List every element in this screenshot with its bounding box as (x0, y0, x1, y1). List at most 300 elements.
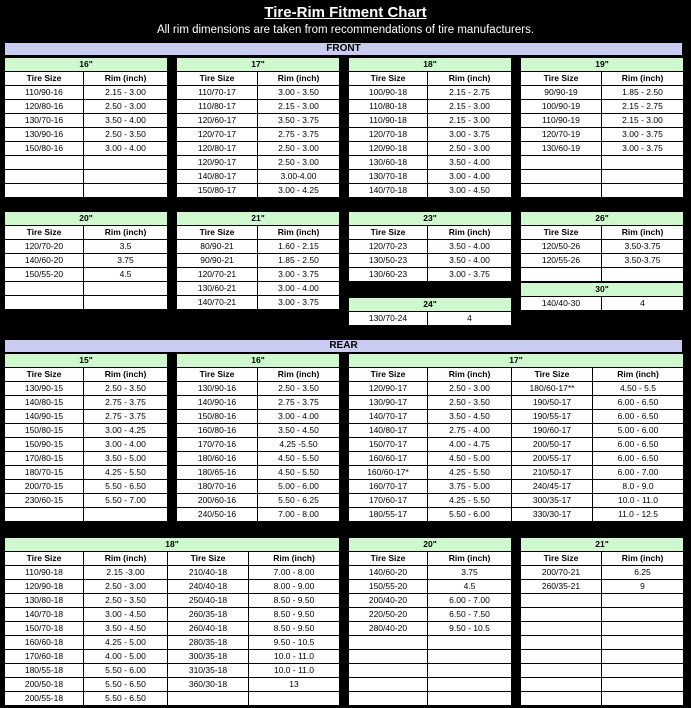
size-table-rear-16 (176, 353, 340, 522)
group-label: 19" (521, 58, 684, 72)
tire-size-cell: 150/80-16 (177, 410, 258, 424)
tire-size-cell: 120/50-26 (521, 240, 602, 254)
table-row (5, 678, 340, 692)
tire-size-cell: 240/50-16 (177, 508, 258, 522)
tire-size-cell: 130/60-21 (177, 282, 258, 296)
tire-size-cell: 130/60-18 (349, 156, 428, 170)
size-table-rear-21 (520, 537, 684, 706)
rim-width-cell: 6.00 - 6.50 (593, 396, 684, 410)
tire-size-header: Tire Size (521, 226, 602, 240)
table-row (5, 466, 168, 480)
table-row (349, 240, 512, 254)
table-row (5, 594, 340, 608)
rim-header: Rim (inch) (84, 72, 168, 86)
rim-width-cell (249, 692, 340, 706)
rim-width-cell: 10.0 - 11.0 (249, 664, 340, 678)
tire-size-cell: 160/80-16 (177, 424, 258, 438)
rim-width-cell (602, 664, 684, 678)
rim-width-cell: 4.50 - 5.5 (593, 382, 684, 396)
group-label: 23" (349, 212, 512, 226)
table-row (349, 410, 684, 424)
rim-header: Rim (inch) (428, 552, 512, 566)
table-row (349, 650, 512, 664)
rim-width-cell (602, 608, 684, 622)
table-row (349, 424, 684, 438)
rim-width-cell: 3.5 (84, 240, 168, 254)
table-row (5, 566, 340, 580)
rim-width-cell: 11.0 - 12.5 (593, 508, 684, 522)
rim-width-cell: 4.00 - 4.75 (428, 438, 512, 452)
group-label: 26" (521, 212, 684, 226)
tire-size-cell (521, 622, 602, 636)
rim-width-cell: 5.50 - 6.50 (84, 692, 168, 706)
tire-size-cell: 130/80-18 (5, 594, 84, 608)
tire-size-cell: 280/40-20 (349, 622, 428, 636)
tire-size-cell: 110/90-18 (5, 566, 84, 580)
tire-size-cell: 200/55-17 (512, 452, 593, 466)
table-row (349, 480, 684, 494)
table-row (177, 452, 340, 466)
tire-size-cell: 200/50-17 (512, 438, 593, 452)
table-row (177, 86, 340, 100)
tire-size-cell: 120/90-17 (177, 156, 258, 170)
tire-size-cell: 160/60-18 (5, 636, 84, 650)
rim-width-cell: 2.50 - 3.50 (258, 382, 340, 396)
table-row (349, 692, 512, 706)
tire-size-cell: 160/70-17 (349, 480, 428, 494)
front-band: FRONT (4, 42, 683, 56)
tire-size-cell: 190/60-17 (512, 424, 593, 438)
column-header-row (5, 226, 168, 240)
rim-width-cell (428, 664, 512, 678)
tire-size-cell: 140/60-20 (5, 254, 84, 268)
table-row (177, 282, 340, 296)
rim-width-cell: 2.50 - 3.00 (84, 100, 168, 114)
tire-size-cell: 210/40-18 (168, 566, 249, 580)
tire-size-cell: 120/90-17 (349, 382, 428, 396)
table-row (521, 142, 684, 156)
tire-size-cell: 150/55-20 (349, 580, 428, 594)
rim-width-cell: 1.85 - 2.50 (602, 86, 684, 100)
rim-width-cell: 3.75 (428, 566, 512, 580)
tire-size-header: Tire Size (349, 368, 428, 382)
tire-size-header: Tire Size (177, 368, 258, 382)
rim-width-cell: 8.50 - 9.50 (249, 594, 340, 608)
tire-size-header: Tire Size (168, 552, 249, 566)
tire-size-cell: 120/80-16 (5, 100, 84, 114)
rim-width-cell: 3.00 - 4.50 (428, 184, 512, 198)
group-label: 21" (521, 538, 684, 552)
tire-size-cell: 110/90-19 (521, 114, 602, 128)
tire-size-header: Tire Size (349, 226, 428, 240)
rim-width-cell: 8.00 - 9.00 (249, 580, 340, 594)
table-row (349, 128, 512, 142)
tire-size-cell (521, 664, 602, 678)
tire-size-cell: 310/35-18 (168, 664, 249, 678)
tire-size-cell: 150/80-15 (5, 424, 84, 438)
rim-width-cell: 3.50 - 4.00 (84, 114, 168, 128)
rim-width-cell: 3.50 - 3.75 (258, 114, 340, 128)
rim-width-cell (602, 156, 684, 170)
tire-size-header: Tire Size (521, 72, 602, 86)
tire-size-header: Tire Size (349, 552, 428, 566)
tire-size-cell (349, 650, 428, 664)
tire-size-cell: 90/90-21 (177, 254, 258, 268)
table-row (521, 254, 684, 268)
rim-width-cell: 4.50 - 5.00 (428, 452, 512, 466)
rim-width-cell: 9 (602, 580, 684, 594)
rim-width-cell: 6.00 - 6.50 (593, 410, 684, 424)
rim-width-cell: 3.50 - 4.00 (428, 240, 512, 254)
size-table-front-23 (348, 211, 512, 282)
rim-width-cell (84, 170, 168, 184)
rim-width-cell: 9.50 - 10.5 (249, 636, 340, 650)
tire-size-cell: 110/70-17 (177, 86, 258, 100)
table-row (349, 622, 512, 636)
rim-width-cell: 2.50 - 3.00 (84, 580, 168, 594)
rim-header: Rim (inch) (258, 72, 340, 86)
size-table-front-30 (520, 282, 684, 311)
tire-size-cell (521, 184, 602, 198)
tire-size-cell: 110/80-17 (177, 100, 258, 114)
table-row (177, 128, 340, 142)
rim-width-cell: 9.50 - 10.5 (428, 622, 512, 636)
tire-size-cell: 130/90-16 (177, 382, 258, 396)
rim-width-cell (602, 692, 684, 706)
rim-width-cell: 2.50 - 3.50 (84, 128, 168, 142)
table-row (349, 636, 512, 650)
rim-width-cell: 4 (602, 297, 684, 311)
rim-width-cell: 13 (249, 678, 340, 692)
rim-width-cell (84, 508, 168, 522)
table-row (349, 156, 512, 170)
tire-size-cell: 110/90-18 (349, 114, 428, 128)
table-row (177, 142, 340, 156)
tire-size-cell: 330/30-17 (512, 508, 593, 522)
tire-size-cell (521, 268, 602, 282)
table-row (349, 184, 512, 198)
tire-size-cell: 150/90-15 (5, 438, 84, 452)
column-header-row (5, 552, 340, 566)
chart-title: Tire-Rim Fitment Chart (264, 4, 427, 21)
rim-header: Rim (inch) (84, 368, 168, 382)
rim-width-cell: 3.50-3.75 (602, 254, 684, 268)
table-row (5, 452, 168, 466)
tire-size-header: Tire Size (521, 552, 602, 566)
rim-width-cell: 2.15 - 3.00 (84, 86, 168, 100)
group-label: 30" (521, 283, 684, 297)
size-table-rear-15 (4, 353, 168, 522)
tire-size-cell: 120/70-23 (349, 240, 428, 254)
table-row (177, 382, 340, 396)
tire-size-cell: 210/50-17 (512, 466, 593, 480)
size-table-front-24 (348, 297, 512, 326)
rim-width-cell: 5.50 - 6.25 (258, 494, 340, 508)
rim-width-cell (428, 650, 512, 664)
table-row (349, 142, 512, 156)
tire-size-cell: 130/60-19 (521, 142, 602, 156)
table-row (5, 424, 168, 438)
table-row (5, 480, 168, 494)
tire-size-cell: 120/70-18 (349, 128, 428, 142)
tire-size-cell: 180/60-16 (177, 452, 258, 466)
table-row (5, 396, 168, 410)
rim-width-cell: 5.50 - 6.00 (428, 508, 512, 522)
rim-width-cell: 5.50 - 6.50 (84, 678, 168, 692)
table-row (521, 114, 684, 128)
rim-width-cell: 2.75 - 3.75 (258, 396, 340, 410)
tire-size-cell: 120/70-20 (5, 240, 84, 254)
tire-size-cell: 240/45-17 (512, 480, 593, 494)
tire-size-cell: 170/60-17 (349, 494, 428, 508)
rim-width-cell: 6.00 - 7.00 (593, 466, 684, 480)
tire-size-header: Tire Size (177, 72, 258, 86)
tire-size-cell: 120/70-21 (177, 268, 258, 282)
tire-size-cell: 140/70-18 (349, 184, 428, 198)
rim-header: Rim (inch) (249, 552, 340, 566)
rim-header: Rim (inch) (258, 226, 340, 240)
table-row (349, 664, 512, 678)
table-row (349, 566, 512, 580)
tire-size-cell (521, 636, 602, 650)
table-row (521, 297, 684, 311)
tire-size-cell: 180/70-16 (177, 480, 258, 494)
table-row (5, 128, 168, 142)
table-row (177, 424, 340, 438)
tire-size-cell (521, 650, 602, 664)
column-header-row (349, 72, 512, 86)
rim-width-cell: 2.50 - 3.00 (258, 142, 340, 156)
rim-header: Rim (inch) (84, 226, 168, 240)
table-row (349, 254, 512, 268)
tire-size-cell: 300/35-18 (168, 650, 249, 664)
table-row (521, 100, 684, 114)
rim-width-cell: 3.00 - 4.25 (258, 184, 340, 198)
rim-width-cell: 3.00 - 4.00 (258, 410, 340, 424)
rim-width-cell: 1.60 - 2.15 (258, 240, 340, 254)
group-label: 18" (349, 58, 512, 72)
chart-subtitle: All rim dimensions are taken from recommendations of tire manufacturers. (156, 24, 535, 36)
rim-width-cell (428, 692, 512, 706)
tire-size-cell (521, 594, 602, 608)
table-row (5, 650, 340, 664)
column-header-row (5, 72, 168, 86)
rim-width-cell: 2.50 - 3.50 (428, 396, 512, 410)
rim-width-cell (602, 622, 684, 636)
column-header-row (521, 226, 684, 240)
rim-width-cell: 2.75 - 4.00 (428, 424, 512, 438)
table-row (5, 692, 340, 706)
tire-size-cell: 130/90-17 (349, 396, 428, 410)
table-row (5, 254, 168, 268)
group-label: 18" (5, 538, 340, 552)
table-row (177, 410, 340, 424)
tire-size-cell (521, 170, 602, 184)
rim-width-cell: 5.00 - 6.00 (258, 480, 340, 494)
rim-width-cell (602, 678, 684, 692)
tire-size-cell (521, 608, 602, 622)
rim-width-cell: 6.25 (602, 566, 684, 580)
tire-size-cell: 260/35-18 (168, 608, 249, 622)
tire-size-cell (521, 678, 602, 692)
rim-width-cell: 2.15 - 3.00 (602, 114, 684, 128)
rim-width-cell (428, 678, 512, 692)
rim-width-cell: 3.50 - 4.00 (428, 254, 512, 268)
rim-width-cell: 8.50 - 9.50 (249, 608, 340, 622)
table-row (5, 494, 168, 508)
rim-width-cell: 3.00 - 4.00 (428, 170, 512, 184)
column-header-row (521, 552, 684, 566)
tire-size-cell: 140/70-18 (5, 608, 84, 622)
rim-width-cell: 6.00 - 6.50 (593, 452, 684, 466)
tire-size-cell: 180/60-17** (512, 382, 593, 396)
table-row (5, 622, 340, 636)
tire-size-cell: 150/70-18 (5, 622, 84, 636)
table-row (521, 156, 684, 170)
rim-width-cell: 4.50 - 5.50 (258, 466, 340, 480)
table-row (177, 100, 340, 114)
rear-band: REAR (4, 339, 683, 353)
rim-width-cell: 2.15 -3.00 (84, 566, 168, 580)
table-row (521, 608, 684, 622)
tire-size-cell: 130/70-24 (349, 312, 428, 326)
table-row (349, 678, 512, 692)
table-row (177, 438, 340, 452)
rim-width-cell: 5.50 - 6.50 (84, 480, 168, 494)
tire-size-cell: 160/60-17* (349, 466, 428, 480)
tire-size-cell: 220/50-20 (349, 608, 428, 622)
table-row (177, 466, 340, 480)
rim-header: Rim (inch) (258, 368, 340, 382)
tire-size-header: Tire Size (5, 226, 84, 240)
rim-width-cell: 4.25 - 5.50 (428, 494, 512, 508)
rim-width-cell: 3.00 - 3.75 (428, 268, 512, 282)
tire-size-header: Tire Size (5, 552, 84, 566)
tire-size-cell: 170/80-15 (5, 452, 84, 466)
tire-size-cell: 120/70-19 (521, 128, 602, 142)
rim-width-cell: 7.00 - 8.00 (249, 566, 340, 580)
column-header-row (5, 368, 168, 382)
table-row (521, 594, 684, 608)
table-row (177, 156, 340, 170)
tire-size-cell: 120/80-17 (177, 142, 258, 156)
rim-width-cell: 3.75 (84, 254, 168, 268)
rim-width-cell: 3.00 - 3.50 (258, 86, 340, 100)
rim-width-cell: 3.50 - 4.50 (84, 622, 168, 636)
tire-size-cell: 150/55-20 (5, 268, 84, 282)
table-row (5, 438, 168, 452)
tire-size-cell: 120/90-18 (5, 580, 84, 594)
rim-width-cell: 2.50 - 3.00 (428, 382, 512, 396)
tire-size-cell: 230/60-15 (5, 494, 84, 508)
tire-size-cell: 120/55-26 (521, 254, 602, 268)
rim-width-cell: 2.15 - 2.75 (602, 100, 684, 114)
table-row (177, 480, 340, 494)
tire-size-header: Tire Size (5, 72, 84, 86)
table-row (177, 396, 340, 410)
tire-size-cell: 170/60-18 (5, 650, 84, 664)
size-table-front-17 (176, 57, 340, 198)
tire-size-cell: 120/70-17 (177, 128, 258, 142)
rim-width-cell: 2.75 - 3.75 (84, 396, 168, 410)
rim-width-cell: 4.25 - 5.50 (84, 466, 168, 480)
rim-width-cell: 6.50 - 7.50 (428, 608, 512, 622)
table-row (5, 508, 168, 522)
table-row (349, 268, 512, 282)
tire-size-cell: 110/80-18 (349, 100, 428, 114)
table-row (521, 170, 684, 184)
tire-size-cell: 130/70-18 (349, 170, 428, 184)
table-row (349, 608, 512, 622)
rim-width-cell: 5.00 - 6.00 (593, 424, 684, 438)
table-row (177, 254, 340, 268)
rim-width-cell (602, 594, 684, 608)
table-row (521, 580, 684, 594)
group-label: 24" (349, 298, 512, 312)
table-row (349, 396, 684, 410)
table-row (5, 184, 168, 198)
tire-size-cell (521, 156, 602, 170)
tire-size-cell: 250/40-18 (168, 594, 249, 608)
rim-width-cell (84, 282, 168, 296)
rim-width-cell: 3.50 - 4.50 (258, 424, 340, 438)
rim-width-cell: 8.50 - 9.50 (249, 622, 340, 636)
rim-width-cell: 4.5 (84, 268, 168, 282)
table-row (521, 566, 684, 580)
group-label: 20" (5, 212, 168, 226)
table-row (521, 268, 684, 282)
table-row (5, 382, 168, 396)
rim-width-cell: 3.00 - 4.00 (84, 438, 168, 452)
rim-width-cell: 3.00 - 4.00 (258, 282, 340, 296)
rim-width-cell: 7.00 - 8.00 (258, 508, 340, 522)
tire-size-cell: 140/80-15 (5, 396, 84, 410)
table-row (5, 142, 168, 156)
tire-size-cell: 200/70-21 (521, 566, 602, 580)
tire-size-cell (349, 636, 428, 650)
table-row (5, 170, 168, 184)
tire-size-cell: 300/35-17 (512, 494, 593, 508)
tire-size-cell: 120/90-18 (349, 142, 428, 156)
size-table-front-26 (520, 211, 684, 282)
size-table-front-20 (4, 211, 168, 310)
table-row (349, 114, 512, 128)
tire-size-cell: 260/40-18 (168, 622, 249, 636)
rim-width-cell: 8.0 - 9.0 (593, 480, 684, 494)
table-row (349, 382, 684, 396)
rim-width-cell: 2.15 - 3.00 (428, 114, 512, 128)
tire-size-cell: 110/90-16 (5, 86, 84, 100)
table-row (349, 580, 512, 594)
table-row (521, 636, 684, 650)
tire-size-cell: 130/60-23 (349, 268, 428, 282)
tire-size-cell: 160/60-17 (349, 452, 428, 466)
rim-width-cell: 3.00 - 3.75 (258, 268, 340, 282)
table-row (349, 438, 684, 452)
rim-width-cell: 3.00 - 3.75 (602, 128, 684, 142)
group-label: 17" (349, 354, 684, 368)
table-row (177, 268, 340, 282)
group-label: 17" (177, 58, 340, 72)
table-row (5, 608, 340, 622)
rim-width-cell: 5.50 - 7.00 (84, 494, 168, 508)
rim-width-cell (602, 170, 684, 184)
tire-size-cell: 360/30-18 (168, 678, 249, 692)
table-row (521, 128, 684, 142)
size-table-rear-20 (348, 537, 512, 706)
tire-size-cell: 140/70-21 (177, 296, 258, 310)
table-row (177, 114, 340, 128)
